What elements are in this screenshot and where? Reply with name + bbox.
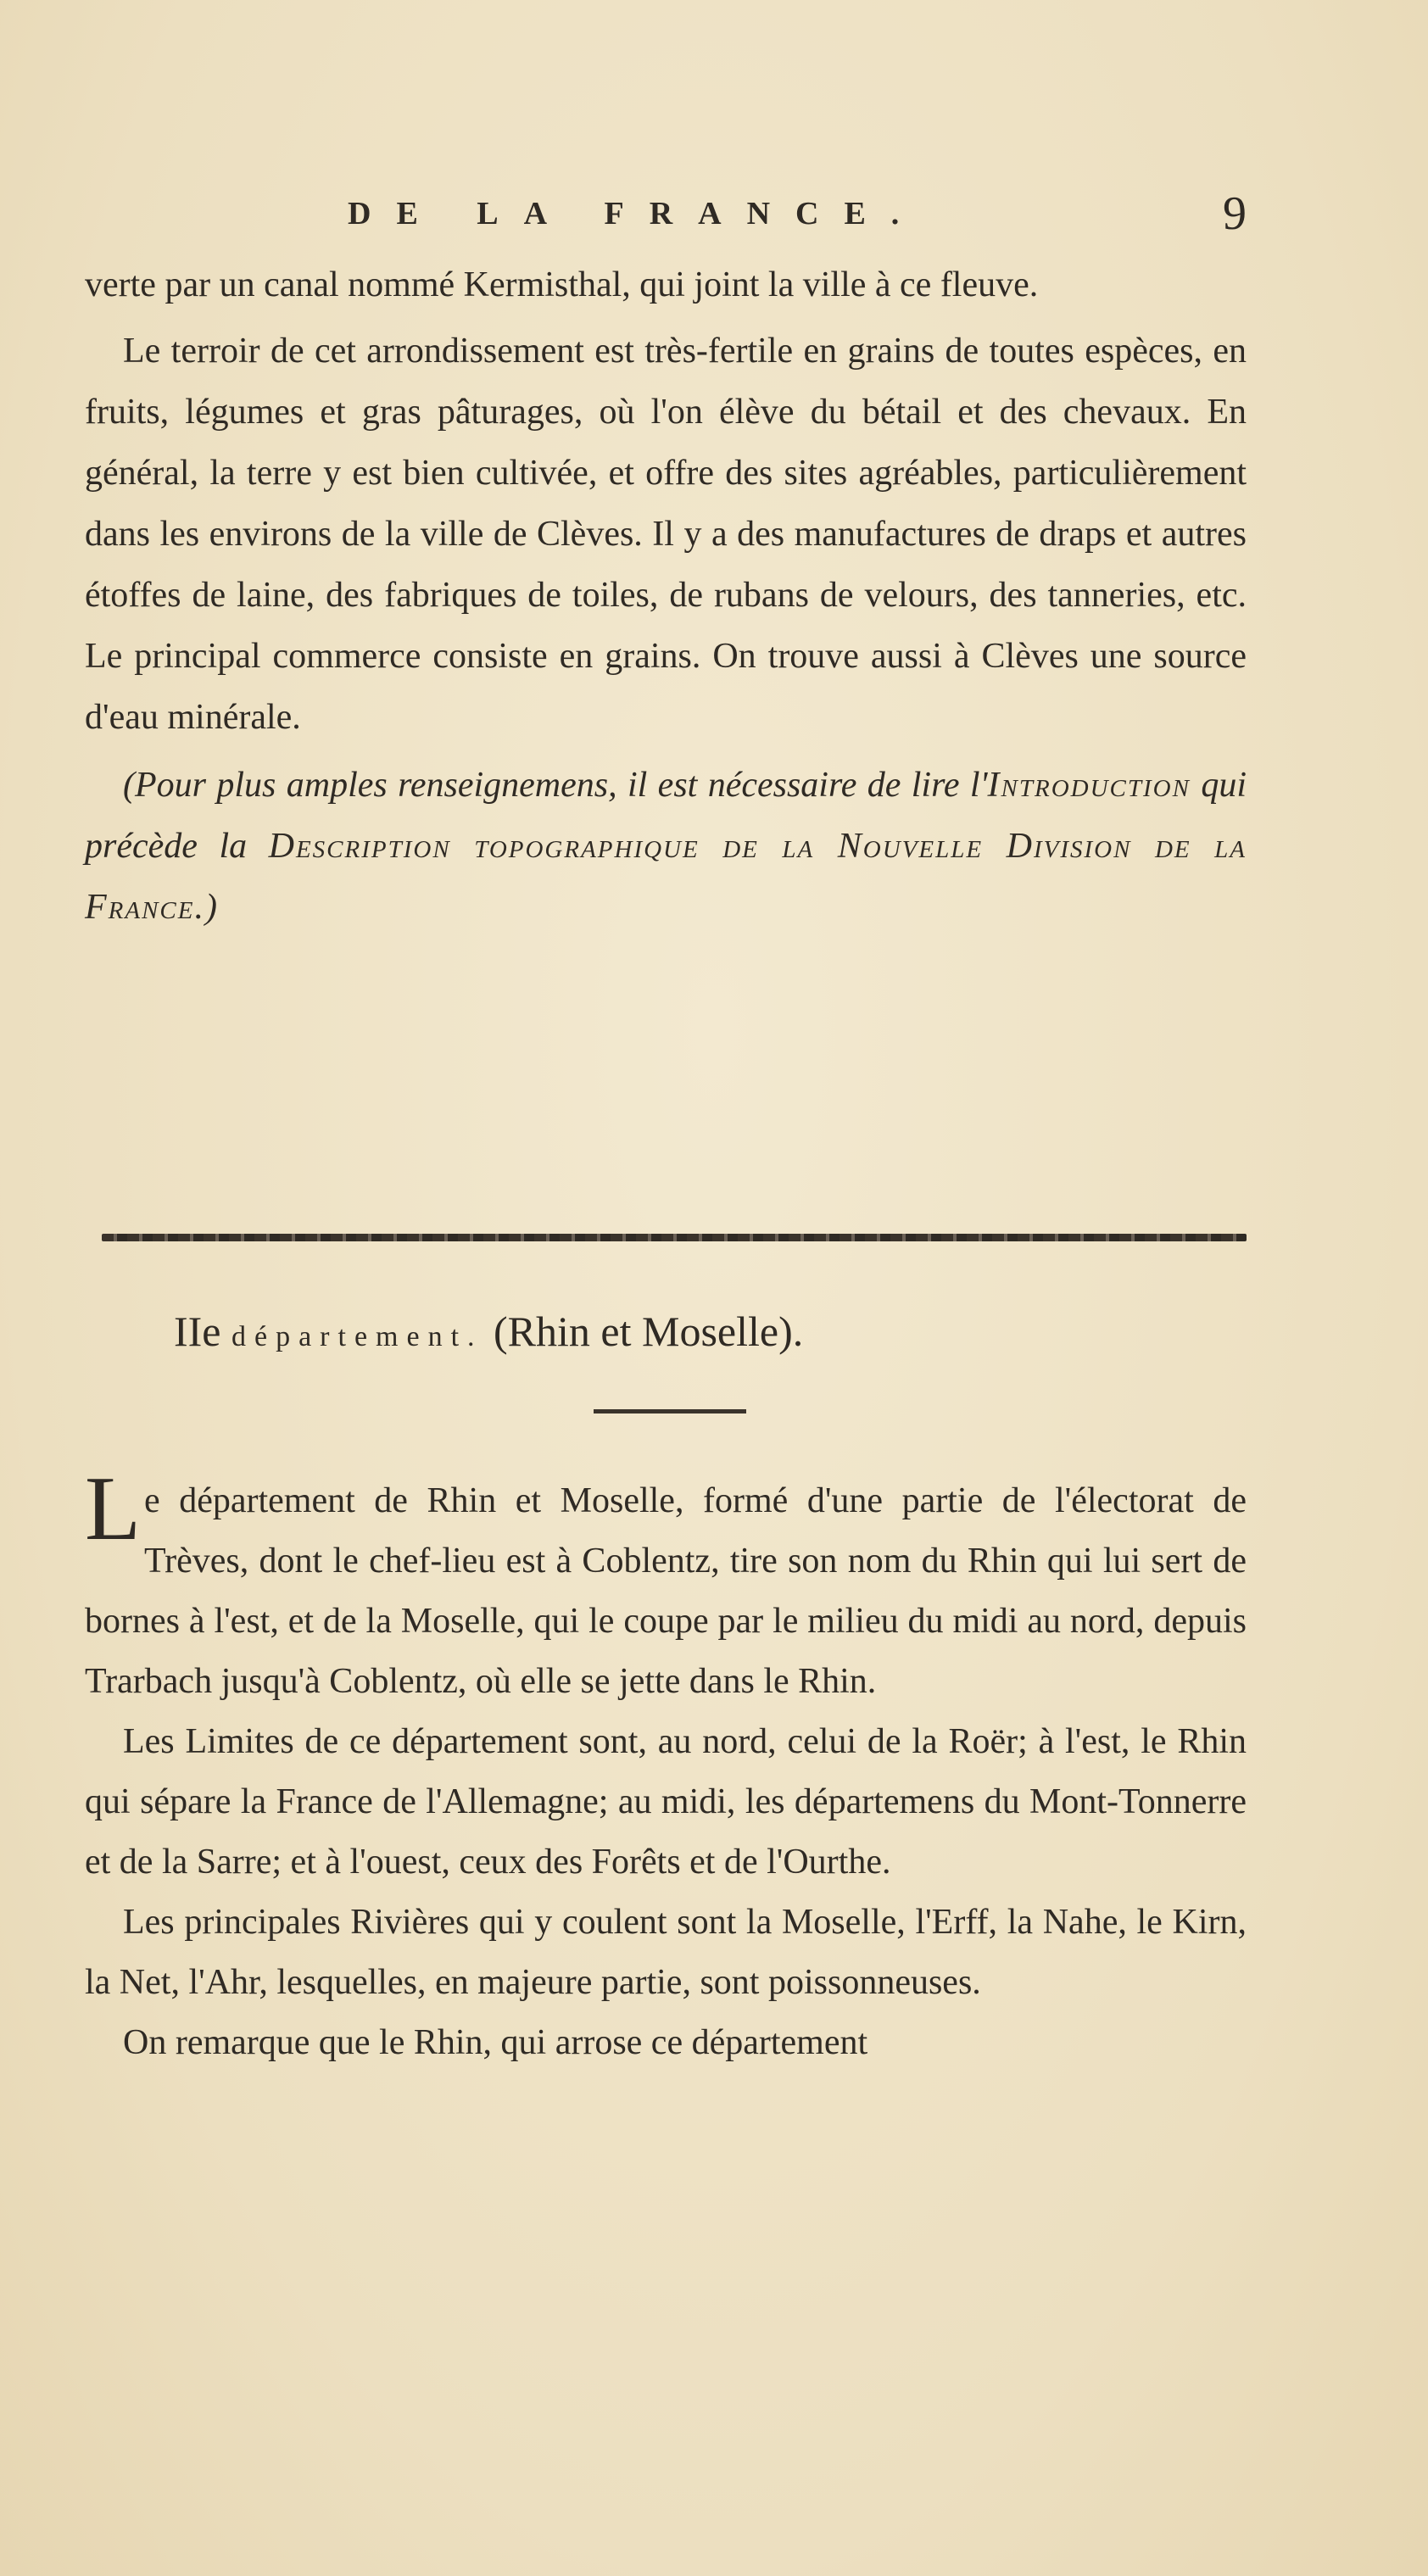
- body-top: [85, 254, 1247, 938]
- paragraph: verte par un canal nommé Kermisthal, qui joint la ville à ce fleuve.: [85, 265, 1039, 304]
- paragraph: Les principales Rivières qui y coulent sont la Moselle, l'Erff, la Nahe, le Kirn, la Net, l'Ahr, lesquelles, en majeure partie, sont poissonneuses.: [85, 1903, 1247, 2002]
- page-number: 9: [1223, 187, 1247, 240]
- ornamental-divider: [102, 1234, 1247, 1241]
- paragraph: Le département de Rhin et Moselle, formé d'une partie de l'électorat de Trèves, dont le chef-lieu est à Coblentz, tire son nom du Rhin qui lui sert de bornes à l'est, et de la Moselle, qui le coupe par le milieu du midi au nord, depuis Trarbach jusqu'à Coblentz, où elle se jette dans le Rhin.: [85, 1458, 1247, 1701]
- department-number: IIe: [174, 1308, 221, 1355]
- paragraph: On remarque que le Rhin, qui arrose ce département: [123, 2023, 868, 2062]
- body-bottom: [85, 1458, 1247, 2073]
- department-name: (Rhin et Moselle).: [494, 1308, 804, 1355]
- paragraph: Le terroir de cet arrondissement est très-fertile en grains de toutes espèces, en fruits, légumes et gras pâturages, où l'on élève du bétail et des chevaux. En général, la terre y est bien cultivée, et offre des sites agréables, particulièrement dans les environs de la ville de Clèves. Il y a des manufactures de draps et autres étoffes de laine, des fabriques de toiles, de rubans de velours, des tanneries, etc. Le principal commerce consiste en grains. On trouve aussi à Clèves une source d'eau minérale.: [85, 332, 1247, 737]
- department-label: département.: [231, 1321, 483, 1352]
- drop-cap: L: [85, 1458, 141, 1559]
- running-title: DE LA FRANCE.: [348, 196, 925, 231]
- short-divider: [594, 1409, 746, 1413]
- paragraph: Les Limites de ce département sont, au nord, celui de la Roër; à l'est, le Rhin qui sépare la France de l'Allemagne; au midi, les départemens du Mont-Tonnerre et de la Sarre; et à l'ouest, ceux des Forêts et de l'Ourthe.: [85, 1722, 1247, 1882]
- editorial-note: (Pour plus amples renseignemens, il est nécessaire de lire l'Introduction qui précède la Description topographique de la Nouvelle Division de la France.): [85, 766, 1247, 927]
- department-heading: [174, 1302, 1191, 1367]
- running-head: [85, 187, 1247, 246]
